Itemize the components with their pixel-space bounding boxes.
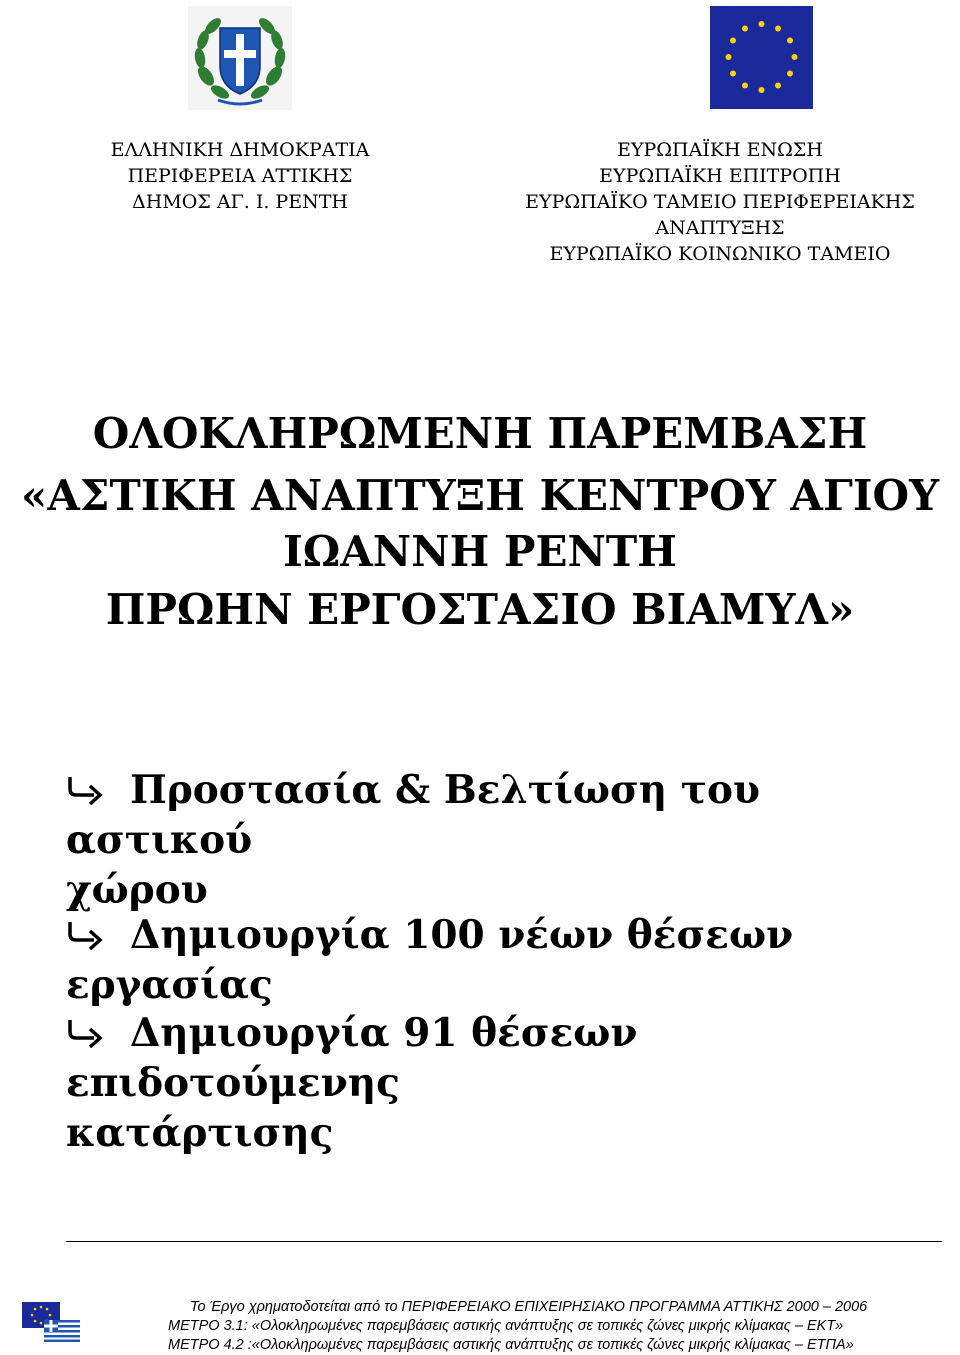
curved-arrow-icon bbox=[66, 1016, 104, 1048]
greek-coat-of-arms-icon bbox=[188, 6, 292, 110]
bullet-line bbox=[66, 910, 956, 1010]
bullet-text-continuation: κατάρτισης bbox=[66, 1110, 334, 1156]
curved-arrow-icon bbox=[66, 773, 104, 805]
curved-arrow-icon bbox=[66, 918, 104, 950]
footer-divider bbox=[66, 1241, 942, 1242]
page-title bbox=[0, 407, 960, 639]
title-line: ΠΡΩΗΝ ΕΡΓΟΣΤΑΣΙΟ ΒΙΑΜΥΛ» bbox=[105, 585, 855, 634]
bullet-text-continuation: χώρου bbox=[66, 867, 208, 913]
title-line: ΙΩΑΝΝΗ ΡΕΝΤΗ bbox=[283, 527, 677, 576]
header-right-line: ΕΥΡΩΠΑΪΚΗ ΕΠΙΤΡΟΠΗ bbox=[599, 165, 841, 187]
header-right-line: ΕΥΡΩΠΑΪΚΟ ΚΟΙΝΩΝΙΚΟ ΤΑΜΕΙΟ bbox=[549, 243, 891, 265]
header-left-line: ΕΛΛΗΝΙΚΗ ΔΗΜΟΚΡΑΤΙΑ bbox=[110, 139, 370, 161]
header-left-block bbox=[70, 137, 410, 215]
header-right-block bbox=[480, 137, 960, 267]
bullet-item bbox=[66, 910, 956, 1010]
footer-text bbox=[168, 1298, 867, 1355]
eu-flag-icon bbox=[710, 6, 813, 109]
header-left-line: ΔΗΜΟΣ ΑΓ. Ι. ΡΕΝΤΗ bbox=[132, 191, 348, 213]
header-left-line: ΠΕΡΙΦΕΡΕΙΑ ΑΤΤΙΚΗΣ bbox=[127, 165, 353, 187]
eu-greece-flags-icon bbox=[22, 1302, 80, 1342]
bullet-item bbox=[66, 765, 946, 915]
footer-line: ΜΕΤΡΟ 4.2 :«Ολοκληρωμένες παρεμβάσεις αστικής ανάπτυξης σε τοπικές ζώνες μικρής κλίμακας – ΕΤΠΑ» bbox=[168, 1337, 854, 1353]
header-right-line: ΕΥΡΩΠΑΪΚΗ ΕΝΩΣΗ bbox=[617, 139, 823, 161]
header-right-line: ΑΝΑΠΤΥΞΗΣ bbox=[655, 217, 785, 239]
header-right-line: ΕΥΡΩΠΑΪΚΟ ΤΑΜΕΙΟ ΠΕΡΙΦΕΡΕΙΑΚΗΣ bbox=[525, 191, 915, 213]
footer-line: ΜΕΤΡΟ 3.1: «Ολοκληρωμένες παρεμβάσεις αστικής ανάπτυξης σε τοπικές ζώνες μικρής κλίμακας – ΕΚΤ» bbox=[168, 1318, 844, 1334]
bullet-item bbox=[66, 1008, 946, 1158]
bullet-text: Προστασία & Βελτίωση του αστικού bbox=[66, 767, 761, 863]
bullet-line bbox=[66, 1008, 946, 1108]
bullet-text: Δημιουργία 91 θέσεων επιδοτούμενης bbox=[66, 1010, 638, 1106]
bullet-line bbox=[66, 765, 946, 865]
title-line: «ΑΣΤΙΚΗ ΑΝΑΠΤΥΞΗ ΚΕΝΤΡΟΥ ΑΓΙΟΥ bbox=[20, 471, 940, 520]
bullet-text: Δημιουργία 100 νέων θέσεων εργασίας bbox=[66, 912, 794, 1008]
title-line: ΟΛΟΚΛΗΡΩΜΕΝΗ ΠΑΡΕΜΒΑΣΗ bbox=[92, 409, 868, 458]
footer-line: Το Έργο χρηματοδοτείται από το ΠΕΡΙΦΕΡΕΙΑΚΟ ΕΠΙΧΕΙΡΗΣΙΑΚΟ ΠΡΟΓΡΑΜΜΑ ΑΤΤΙΚΗΣ 2000 – 2006 bbox=[190, 1299, 868, 1315]
